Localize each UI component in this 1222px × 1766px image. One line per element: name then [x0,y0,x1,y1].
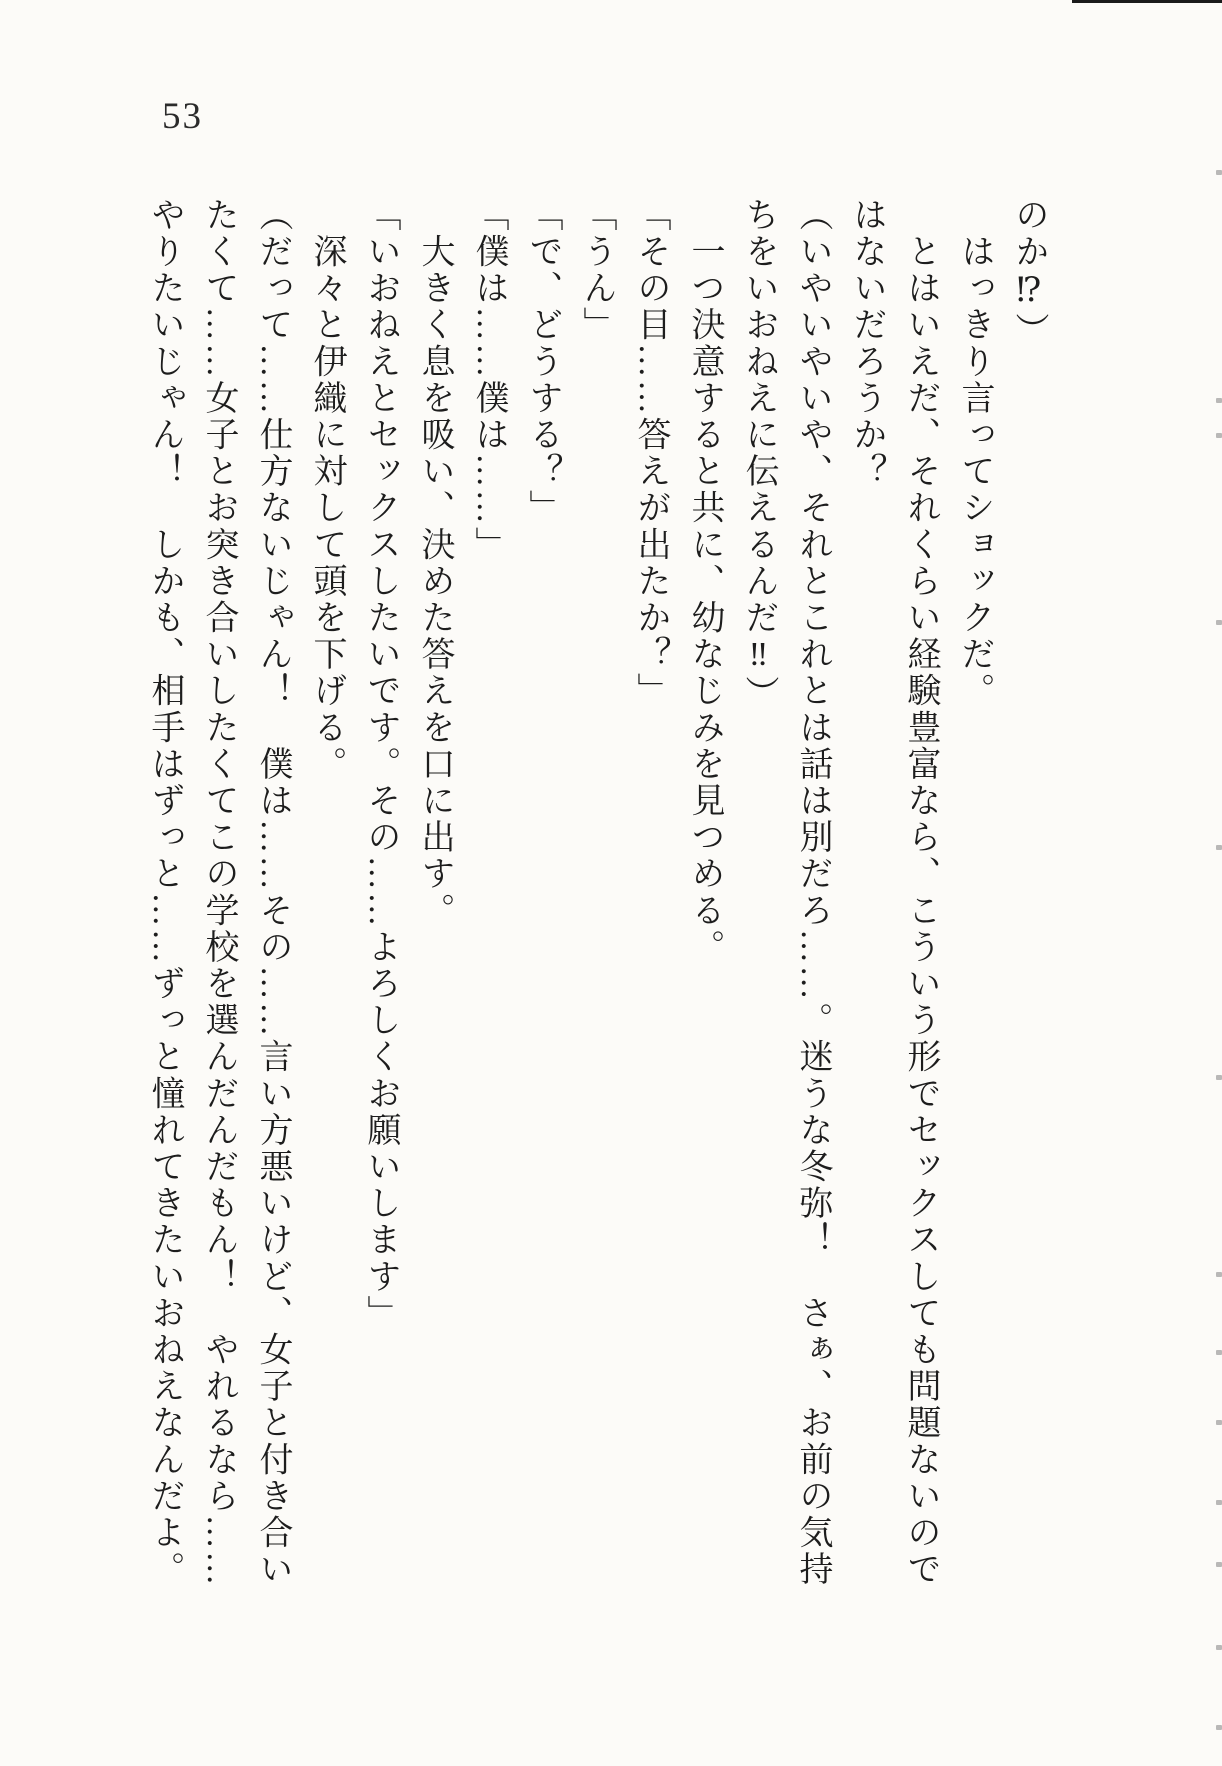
text-column: 「で、どうする？」 [524,197,561,527]
text-column: 「僕は……僕は……」 [470,197,507,563]
text-column: （いやいやいや、それとこれとは話は別だろ……。迷うな冬弥！ さぁ、お前の気持 [794,197,831,1588]
scan-edge-line [1072,0,1222,3]
text-column: 「その目……答えが出たか？」 [632,197,669,710]
text-column: はないだろうか？ [848,197,885,490]
text-column: ちをいおねえに伝えるんだ‼） [740,197,777,713]
scan-speck [1216,1075,1222,1080]
scan-speck [1216,398,1222,403]
scan-speck [1216,1645,1222,1650]
scan-speck [1216,1562,1222,1567]
text-block [137,197,1055,1597]
text-column: たくて……女子とお突き合いしたくてこの学校を選んだんだもん！ やれるなら…… [200,197,237,1588]
scan-speck [1216,170,1222,175]
scan-speck [1216,1725,1222,1730]
text-column: 「うん」 [578,197,615,344]
text-column: （だって……仕方ないじゃん！ 僕は……その……言い方悪いけど、女子と付き合い [254,197,291,1588]
text-column: 深々と伊織に対して頭を下げる。 [308,197,345,783]
text-column: はっきり言ってショックだ。 [956,197,993,710]
scan-speck [1216,1272,1222,1277]
text-column: やりたいじゃん！ しかも、相手はずっと……ずっと憧れてきたいおねえなんだよ。 [146,197,183,1588]
scan-speck [1216,1350,1222,1355]
scan-speck [1216,1420,1222,1425]
scan-speck [1216,433,1222,438]
scan-speck [1216,620,1222,625]
text-column: 大きく息を吸い、決めた答えを口に出す。 [416,197,453,929]
text-column: とはいえだ、それくらい経験豊富なら、こういう形でセックスしても問題ないので [902,197,939,1588]
text-column: のか⁉） [1010,197,1047,350]
text-column: 「いおねえとセックスしたいです。その……よろしくお願いします」 [362,197,399,1332]
text-column: 一つ決意すると共に、幼なじみを見つめる。 [686,197,723,966]
page-number: 53 [162,96,203,137]
scan-speck [1216,845,1222,850]
scan-speck [1216,1500,1222,1505]
